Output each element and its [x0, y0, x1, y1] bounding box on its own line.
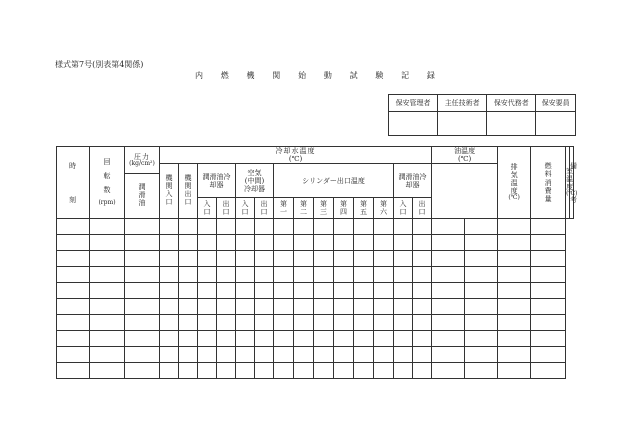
sign-box[interactable]: [536, 112, 576, 136]
data-cell[interactable]: [432, 347, 465, 363]
engine-inlet-header: 機関入口: [160, 164, 179, 219]
data-cell[interactable]: [160, 283, 179, 299]
data-cell[interactable]: [394, 347, 413, 363]
cylinder-5: 第 五: [354, 198, 374, 219]
data-cell[interactable]: [498, 299, 531, 315]
cylinder-1: 第 一: [274, 198, 294, 219]
data-cell[interactable]: [354, 283, 374, 299]
data-cell[interactable]: [465, 235, 498, 251]
data-cell[interactable]: [198, 267, 217, 283]
data-cell[interactable]: [236, 219, 255, 235]
data-cell[interactable]: [255, 315, 274, 331]
data-cell[interactable]: [160, 251, 179, 267]
data-cell[interactable]: [198, 363, 217, 379]
data-cell[interactable]: [465, 267, 498, 283]
data-cell[interactable]: [179, 267, 198, 283]
data-cell[interactable]: [198, 347, 217, 363]
data-cell[interactable]: [274, 251, 294, 267]
data-cell[interactable]: [498, 235, 531, 251]
data-cell[interactable]: [374, 283, 394, 299]
data-cell[interactable]: [255, 219, 274, 235]
sign-header-deputy: 保安代務者: [487, 95, 536, 112]
data-cell[interactable]: [57, 363, 90, 379]
fuel-consumption-header: 燃 料 消 費 量: [531, 147, 566, 219]
data-cell[interactable]: [274, 315, 294, 331]
data-cell[interactable]: [90, 299, 125, 315]
sign-header-staff: 保安要員: [536, 95, 576, 112]
data-cell[interactable]: [531, 299, 566, 315]
data-cell[interactable]: [57, 219, 90, 235]
data-cell[interactable]: [125, 219, 160, 235]
data-cell[interactable]: [374, 219, 394, 235]
data-cell[interactable]: [354, 315, 374, 331]
data-cell[interactable]: [198, 283, 217, 299]
data-cell[interactable]: [531, 331, 566, 347]
data-cell[interactable]: [255, 283, 274, 299]
data-cell[interactable]: [498, 315, 531, 331]
data-cell[interactable]: [314, 251, 334, 267]
data-cell[interactable]: [160, 235, 179, 251]
data-cell[interactable]: [394, 283, 413, 299]
data-cell[interactable]: [90, 331, 125, 347]
pressure-header: 圧力 (kg/cm²): [125, 147, 160, 174]
data-cell[interactable]: [274, 235, 294, 251]
data-cell[interactable]: [125, 235, 160, 251]
data-cell[interactable]: [294, 331, 314, 347]
data-cell[interactable]: [160, 315, 179, 331]
data-cell[interactable]: [498, 363, 531, 379]
data-cell[interactable]: [160, 267, 179, 283]
data-cell[interactable]: [236, 251, 255, 267]
data-cell[interactable]: [90, 251, 125, 267]
data-cell[interactable]: [354, 219, 374, 235]
data-cell[interactable]: [179, 219, 198, 235]
data-cell[interactable]: [394, 331, 413, 347]
data-cell[interactable]: [57, 283, 90, 299]
data-cell[interactable]: [413, 331, 432, 347]
data-cell[interactable]: [334, 219, 354, 235]
data-cell[interactable]: [334, 363, 354, 379]
data-cell[interactable]: [274, 299, 294, 315]
data-cell[interactable]: [160, 347, 179, 363]
data-cell[interactable]: [413, 299, 432, 315]
data-cell[interactable]: [294, 283, 314, 299]
data-cell[interactable]: [432, 331, 465, 347]
air-cooler-header: 空気 (中間) 冷却器: [236, 164, 274, 198]
data-cell[interactable]: [125, 267, 160, 283]
oil-lube-cooler-header: 潤滑油冷却器: [394, 164, 432, 198]
data-cell[interactable]: [498, 331, 531, 347]
data-cell[interactable]: [294, 299, 314, 315]
data-cell[interactable]: [90, 235, 125, 251]
data-cell[interactable]: [334, 315, 354, 331]
table-row: [57, 267, 574, 283]
data-cell[interactable]: [334, 283, 354, 299]
title-char: 験: [375, 71, 384, 80]
data-cell[interactable]: [394, 219, 413, 235]
data-cell[interactable]: [217, 299, 236, 315]
engine-outlet-header: 機関出口: [179, 164, 198, 219]
data-cell[interactable]: [413, 219, 432, 235]
data-cell[interactable]: [274, 331, 294, 347]
data-cell[interactable]: [498, 347, 531, 363]
data-cell[interactable]: [294, 347, 314, 363]
data-cell[interactable]: [274, 283, 294, 299]
data-cell[interactable]: [432, 235, 465, 251]
air-cooler-inlet: 入 口: [236, 198, 255, 219]
data-cell[interactable]: [294, 363, 314, 379]
data-cell[interactable]: [294, 219, 314, 235]
data-cell[interactable]: [531, 315, 566, 331]
data-cell[interactable]: [465, 251, 498, 267]
form-number: 様式第7号(別表第4関係): [55, 60, 144, 69]
data-cell[interactable]: [125, 251, 160, 267]
data-cell[interactable]: [394, 267, 413, 283]
data-cell[interactable]: [354, 251, 374, 267]
data-cell[interactable]: [90, 363, 125, 379]
data-cell[interactable]: [160, 363, 179, 379]
table-row: [57, 251, 574, 267]
data-cell[interactable]: [198, 235, 217, 251]
title-char: 録: [426, 71, 435, 80]
data-cell[interactable]: [531, 283, 566, 299]
data-cell[interactable]: [255, 267, 274, 283]
data-cell[interactable]: [125, 315, 160, 331]
data-cell[interactable]: [465, 219, 498, 235]
data-cell[interactable]: [334, 331, 354, 347]
data-cell[interactable]: [217, 219, 236, 235]
sign-box[interactable]: [389, 112, 438, 136]
data-cell[interactable]: [465, 315, 498, 331]
data-cell[interactable]: [274, 363, 294, 379]
data-cell[interactable]: [179, 251, 198, 267]
data-cell[interactable]: [217, 267, 236, 283]
data-cell[interactable]: [90, 283, 125, 299]
data-cell[interactable]: [334, 251, 354, 267]
data-cell[interactable]: [217, 235, 236, 251]
lube-cooler-inlet: 入 口: [198, 198, 217, 219]
data-cell[interactable]: [413, 251, 432, 267]
data-cell[interactable]: [498, 219, 531, 235]
cylinder-3: 第 三: [314, 198, 334, 219]
data-cell[interactable]: [255, 235, 274, 251]
data-cell[interactable]: [198, 219, 217, 235]
data-cell[interactable]: [179, 347, 198, 363]
signature-table: [388, 94, 576, 136]
data-cell[interactable]: [374, 347, 394, 363]
data-cell[interactable]: [57, 267, 90, 283]
data-cell[interactable]: [236, 347, 255, 363]
data-cell[interactable]: [314, 331, 334, 347]
data-cell[interactable]: [413, 267, 432, 283]
data-cell[interactable]: [465, 347, 498, 363]
data-cell[interactable]: [394, 363, 413, 379]
data-cell[interactable]: [394, 251, 413, 267]
air-cooler-outlet: 出 口: [255, 198, 274, 219]
cylinder-4: 第 四: [334, 198, 354, 219]
data-cell[interactable]: [432, 219, 465, 235]
test-record-table: [56, 146, 578, 379]
title-char: 機: [246, 71, 255, 80]
rpm-header: 回 転 数 (rpm): [90, 147, 125, 219]
data-cell[interactable]: [217, 251, 236, 267]
data-cell[interactable]: [394, 315, 413, 331]
title-char: 記: [401, 71, 410, 80]
oil-temp-header: 油温度 (℃): [432, 147, 498, 164]
data-cell[interactable]: [255, 331, 274, 347]
data-cell[interactable]: [314, 347, 334, 363]
data-cell[interactable]: [394, 235, 413, 251]
sign-header-chief-engineer: 主任技術者: [438, 95, 487, 112]
data-cell[interactable]: [179, 331, 198, 347]
data-cell[interactable]: [294, 315, 314, 331]
data-cell[interactable]: [236, 299, 255, 315]
data-cell[interactable]: [374, 315, 394, 331]
lube-cooler-outlet: 出 口: [217, 198, 236, 219]
data-cell[interactable]: [179, 315, 198, 331]
data-cell[interactable]: [354, 331, 374, 347]
data-cell[interactable]: [465, 363, 498, 379]
data-cell[interactable]: [274, 219, 294, 235]
data-cell[interactable]: [217, 347, 236, 363]
data-cell[interactable]: [236, 315, 255, 331]
data-cell[interactable]: [374, 267, 394, 283]
table-row: [57, 219, 574, 235]
data-cell[interactable]: [531, 219, 566, 235]
table-row: [57, 331, 574, 347]
data-cell[interactable]: [531, 251, 566, 267]
data-cell[interactable]: [334, 299, 354, 315]
data-cell[interactable]: [354, 235, 374, 251]
lube-cooler-header: 潤滑油冷却器: [198, 164, 236, 198]
data-cell[interactable]: [255, 251, 274, 267]
data-cell[interactable]: [125, 299, 160, 315]
data-cell[interactable]: [160, 299, 179, 315]
data-cell[interactable]: [413, 235, 432, 251]
data-cell[interactable]: [413, 283, 432, 299]
data-cell[interactable]: [198, 331, 217, 347]
data-cell[interactable]: [179, 235, 198, 251]
data-cell[interactable]: [432, 299, 465, 315]
coolant-temp-header: 冷却水温度 (℃): [160, 147, 432, 164]
table-row: [57, 283, 574, 299]
title-char: 試: [349, 71, 358, 80]
data-cell[interactable]: [179, 363, 198, 379]
data-cell[interactable]: [531, 363, 566, 379]
data-cell[interactable]: [314, 235, 334, 251]
data-cell[interactable]: [432, 251, 465, 267]
table-row: [57, 315, 574, 331]
table-row: [57, 363, 574, 379]
data-cell[interactable]: [354, 267, 374, 283]
data-cell[interactable]: [465, 331, 498, 347]
data-cell[interactable]: [374, 235, 394, 251]
data-cell[interactable]: [531, 267, 566, 283]
data-cell[interactable]: [374, 299, 394, 315]
data-cell[interactable]: [274, 347, 294, 363]
data-cell[interactable]: [57, 299, 90, 315]
data-cell[interactable]: [498, 283, 531, 299]
data-cell[interactable]: [179, 283, 198, 299]
data-cell[interactable]: [465, 283, 498, 299]
data-cell[interactable]: [90, 219, 125, 235]
data-cell[interactable]: [413, 363, 432, 379]
sign-header-safety-manager: 保安管理者: [389, 95, 438, 112]
document-title: [195, 70, 435, 81]
data-cell[interactable]: [57, 331, 90, 347]
table-row: [57, 299, 574, 315]
data-cell[interactable]: [465, 299, 498, 315]
title-char: 動: [323, 71, 332, 80]
oil-cooler-inlet: 入 口: [394, 198, 413, 219]
data-cell[interactable]: [236, 331, 255, 347]
data-cell[interactable]: [236, 267, 255, 283]
data-cell[interactable]: [314, 315, 334, 331]
data-cell[interactable]: [374, 251, 394, 267]
title-char: 始: [298, 71, 307, 80]
data-cell[interactable]: [274, 267, 294, 283]
data-cell[interactable]: [236, 235, 255, 251]
data-cell[interactable]: [57, 235, 90, 251]
data-cell[interactable]: [394, 299, 413, 315]
title-char: 内: [195, 71, 203, 80]
data-cell[interactable]: [432, 315, 465, 331]
sign-box[interactable]: [438, 112, 487, 136]
data-cell[interactable]: [90, 347, 125, 363]
data-cell[interactable]: [314, 219, 334, 235]
data-cell[interactable]: [531, 347, 566, 363]
oil-cooler-outlet: 出 口: [413, 198, 432, 219]
data-cell[interactable]: [314, 363, 334, 379]
remarks-header: 備 考: [570, 147, 574, 219]
data-cell[interactable]: [354, 347, 374, 363]
data-cell[interactable]: [314, 299, 334, 315]
data-cell[interactable]: [374, 363, 394, 379]
data-cell[interactable]: [432, 283, 465, 299]
data-cell[interactable]: [179, 299, 198, 315]
cylinder-2: 第 二: [294, 198, 314, 219]
data-cell[interactable]: [160, 331, 179, 347]
data-cell[interactable]: [498, 267, 531, 283]
data-cell[interactable]: [498, 251, 531, 267]
data-cell[interactable]: [57, 251, 90, 267]
data-cell[interactable]: [125, 283, 160, 299]
lube-oil-header: 潤滑油: [125, 174, 160, 219]
data-cell[interactable]: [294, 251, 314, 267]
data-cell[interactable]: [432, 267, 465, 283]
data-cell[interactable]: [294, 235, 314, 251]
data-cell[interactable]: [255, 299, 274, 315]
data-cell[interactable]: [125, 347, 160, 363]
data-cell[interactable]: [198, 315, 217, 331]
data-cell[interactable]: [354, 363, 374, 379]
data-cell[interactable]: [374, 331, 394, 347]
time-header: 時 刻: [57, 147, 90, 219]
data-cell[interactable]: [255, 347, 274, 363]
data-cell[interactable]: [314, 267, 334, 283]
exhaust-temp-header: 排 気 温 度 (℃): [498, 147, 531, 219]
data-cell[interactable]: [314, 283, 334, 299]
data-cell[interactable]: [236, 363, 255, 379]
data-cell[interactable]: [255, 363, 274, 379]
data-cell[interactable]: [217, 315, 236, 331]
data-cell[interactable]: [90, 267, 125, 283]
data-cell[interactable]: [125, 363, 160, 379]
data-cell[interactable]: [217, 363, 236, 379]
room-temp-header: 室 温 度 (℃): [566, 147, 570, 219]
data-cell[interactable]: [413, 315, 432, 331]
data-cell[interactable]: [354, 299, 374, 315]
data-cell[interactable]: [125, 331, 160, 347]
table-row: [57, 347, 574, 363]
sign-box[interactable]: [487, 112, 536, 136]
title-char: 燃: [220, 71, 229, 80]
cylinder-outlet-header: シリンダー出口温度: [274, 164, 394, 198]
data-cell[interactable]: [413, 347, 432, 363]
data-cell[interactable]: [57, 347, 90, 363]
data-cell[interactable]: [90, 315, 125, 331]
data-cell[interactable]: [432, 363, 465, 379]
data-cell[interactable]: [236, 283, 255, 299]
data-cell[interactable]: [334, 235, 354, 251]
table-row: [57, 235, 574, 251]
data-cell[interactable]: [294, 267, 314, 283]
data-cell[interactable]: [334, 347, 354, 363]
data-cell[interactable]: [217, 283, 236, 299]
data-cell[interactable]: [531, 235, 566, 251]
data-cell[interactable]: [198, 299, 217, 315]
data-cell[interactable]: [160, 219, 179, 235]
title-char: 関: [272, 71, 281, 80]
data-cell[interactable]: [57, 315, 90, 331]
data-cell[interactable]: [334, 267, 354, 283]
data-cell[interactable]: [198, 251, 217, 267]
data-cell[interactable]: [217, 331, 236, 347]
cylinder-6: 第 六: [374, 198, 394, 219]
